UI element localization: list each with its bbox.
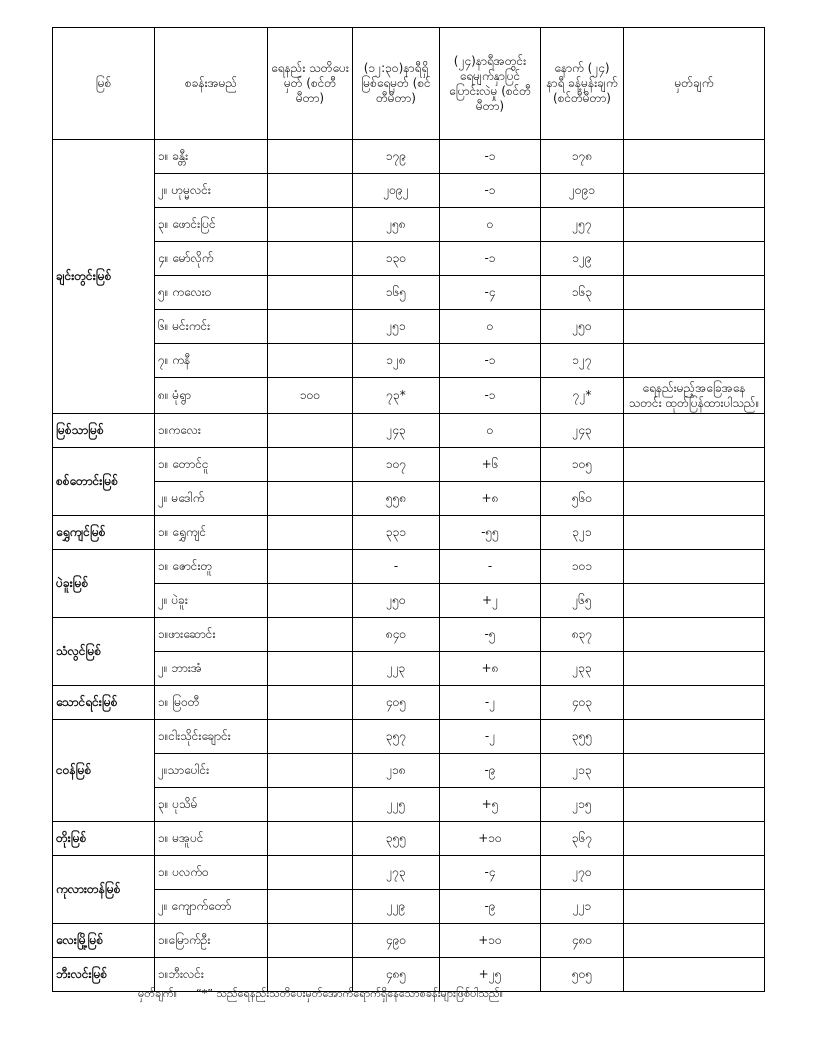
forecast-level: ၃၂၁: [541, 516, 624, 550]
header-station: စခန်းအမည်: [155, 28, 268, 140]
danger-level: [268, 448, 353, 482]
river-name: သံလွင်မြစ်: [53, 618, 155, 686]
current-level: ၂၂၃: [353, 652, 440, 686]
table-row: [53, 550, 765, 584]
current-level: ၅၅၈: [353, 482, 440, 516]
level-change: -၄: [440, 276, 541, 310]
level-change: +၅: [440, 788, 541, 822]
table-row: [53, 310, 765, 344]
station-name: ၂။ ပဲခူး: [155, 584, 268, 618]
station-name: ၂။ မဒေါက်: [155, 482, 268, 516]
current-level: -: [353, 550, 440, 584]
level-change: +၈: [440, 482, 541, 516]
danger-level: [268, 344, 353, 378]
danger-level: [268, 516, 353, 550]
river-name: စစ်တောင်းမြစ်: [53, 448, 155, 516]
danger-level: [268, 890, 353, 924]
remark: [624, 208, 765, 242]
level-change: +၁၀: [440, 924, 541, 958]
remark: [624, 242, 765, 276]
current-level: ၂၁၈: [353, 754, 440, 788]
current-level: ၃၅၇: [353, 720, 440, 754]
current-level: ၂၅၁: [353, 310, 440, 344]
station-name: ၁။ မြဝတီ: [155, 686, 268, 720]
table-row: [53, 414, 765, 448]
level-change: +၂၅: [440, 958, 541, 992]
danger-level: [268, 686, 353, 720]
footnote: [138, 987, 503, 1003]
danger-level: [268, 652, 353, 686]
danger-level: [268, 208, 353, 242]
table-row: [53, 242, 765, 276]
remark: [624, 686, 765, 720]
danger-level: [268, 242, 353, 276]
level-change: -၁: [440, 140, 541, 174]
table-row: [53, 140, 765, 174]
forecast-level: ၅၀၅: [541, 958, 624, 992]
header-change-24h: (၂၄)နာရီအတွင်း ရေမျက်နှာပြင် ပြောင်းလဲမှု (စင်တီမီတာ): [440, 28, 541, 140]
remark: [624, 482, 765, 516]
table-row: [53, 208, 765, 242]
danger-level: [268, 788, 353, 822]
table-row: [53, 924, 765, 958]
forecast-level: ၄၈၀: [541, 924, 624, 958]
current-level: ၃၅၅: [353, 822, 440, 856]
remark: ရေနည်းမည့်အခြေအနေသတင်း ထုတ်ပြန်ထားပါသည်။: [624, 378, 765, 414]
level-change: -၉: [440, 890, 541, 924]
remark: [624, 652, 765, 686]
table-row: [53, 448, 765, 482]
forecast-level: ၂၃၃: [541, 652, 624, 686]
danger-level: [268, 276, 353, 310]
current-level: ၈၄၀: [353, 618, 440, 652]
header-danger-level: ရေနည်း သတိပေးမှတ် (စင်တီမီတာ): [268, 28, 353, 140]
danger-level: [268, 618, 353, 652]
footnote-label: မှတ်ချက်။: [138, 987, 178, 1000]
table-row: [53, 344, 765, 378]
current-level: ၂၀၉၂: [353, 174, 440, 208]
remark: [624, 550, 765, 584]
forecast-level: ၂၇၀: [541, 856, 624, 890]
forecast-level: ၇၂*: [541, 378, 624, 414]
table-row: [53, 890, 765, 924]
station-name: ၁။ဖားဆောင်း: [155, 618, 268, 652]
level-change: +၆: [440, 448, 541, 482]
current-level: ၂၅၈: [353, 208, 440, 242]
level-change: ၀: [440, 414, 541, 448]
station-name: ၁။ကလေး: [155, 414, 268, 448]
forecast-level: ၂၅၀: [541, 310, 624, 344]
remark: [624, 276, 765, 310]
header-remarks: မှတ်ချက်: [624, 28, 765, 140]
remark: [624, 174, 765, 208]
forecast-level: ၃၆၇: [541, 822, 624, 856]
table-row: [53, 856, 765, 890]
header-river: မြစ်: [53, 28, 155, 140]
current-level: ၁၆၅: [353, 276, 440, 310]
river-level-table: [52, 27, 765, 992]
current-level: ၂၅၀: [353, 584, 440, 618]
current-level: ၄၈၅: [353, 958, 440, 992]
river-name: တိုးမြစ်: [53, 822, 155, 856]
current-level: ၁၇၉: [353, 140, 440, 174]
danger-level: ၁၀၀: [268, 378, 353, 414]
current-level: ၁၃၀: [353, 242, 440, 276]
table-row: [53, 584, 765, 618]
forecast-level: ၈၃၇: [541, 618, 624, 652]
level-change: -၂: [440, 686, 541, 720]
remark: [624, 414, 765, 448]
forecast-level: ၁၂၇: [541, 344, 624, 378]
table-row: [53, 516, 765, 550]
table-row: [53, 754, 765, 788]
remark: [624, 822, 765, 856]
forecast-level: ၁၆၃: [541, 276, 624, 310]
station-name: ၅။ ကလေးဝ: [155, 276, 268, 310]
level-change: -၁: [440, 344, 541, 378]
remark: [624, 754, 765, 788]
danger-level: [268, 310, 353, 344]
table-row: [53, 174, 765, 208]
forecast-level: ၁၀၅: [541, 448, 624, 482]
level-change: -၁: [440, 174, 541, 208]
river-name: မြစ်သာမြစ်: [53, 414, 155, 448]
forecast-level: ၂၁၃: [541, 754, 624, 788]
remark: [624, 516, 765, 550]
current-level: ၃၃၁: [353, 516, 440, 550]
level-change: +၈: [440, 652, 541, 686]
table-row: [53, 788, 765, 822]
danger-level: [268, 924, 353, 958]
level-change: +၂: [440, 584, 541, 618]
header-row: [53, 28, 765, 140]
station-name: ၁။ငါးသိုင်းချောင်း: [155, 720, 268, 754]
forecast-level: ၁၇၈: [541, 140, 624, 174]
remark: [624, 310, 765, 344]
remark: [624, 344, 765, 378]
river-name: သောင်ရင်းမြစ်: [53, 686, 155, 720]
station-name: ၁။ ပလက်ဝ: [155, 856, 268, 890]
current-level: ၄၀၅: [353, 686, 440, 720]
remark: [624, 618, 765, 652]
table-row: [53, 618, 765, 652]
level-change: -၅၅: [440, 516, 541, 550]
river-name: ဘီးလင်းမြစ်: [53, 958, 155, 992]
danger-level: [268, 550, 353, 584]
remark: [624, 140, 765, 174]
forecast-level: ၄၀၃: [541, 686, 624, 720]
current-level: ၄၉၀: [353, 924, 440, 958]
forecast-level: ၂၂၁: [541, 890, 624, 924]
level-change: -: [440, 550, 541, 584]
station-name: ၇။ ကနီ: [155, 344, 268, 378]
danger-level: [268, 140, 353, 174]
table-row: [53, 720, 765, 754]
river-name: ချင်းတွင်းမြစ်: [53, 140, 155, 414]
table-row: [53, 482, 765, 516]
forecast-level: ၁၀၁: [541, 550, 624, 584]
current-level: ၂၇၃: [353, 856, 440, 890]
remark: [624, 958, 765, 992]
danger-level: [268, 720, 353, 754]
station-name: ၁။ ဇောင်းတူ: [155, 550, 268, 584]
remark: [624, 788, 765, 822]
forecast-level: ၃၅၅: [541, 720, 624, 754]
danger-level: [268, 174, 353, 208]
table-row: [53, 822, 765, 856]
forecast-level: ၂၄၃: [541, 414, 624, 448]
station-name: ၈။ မုံရွာ: [155, 378, 268, 414]
danger-level: [268, 482, 353, 516]
station-name: ၃။ ပုသိမ်: [155, 788, 268, 822]
river-name: လေးမြို့မြစ်: [53, 924, 155, 958]
table-row: [53, 276, 765, 310]
level-change: ၀: [440, 208, 541, 242]
remark: [624, 856, 765, 890]
danger-level: [268, 584, 353, 618]
station-name: ၁။ဘီးလင်း: [155, 958, 268, 992]
remark: [624, 890, 765, 924]
danger-level: [268, 414, 353, 448]
header-current-level: (၁၂:၃၀)နာရီရှိ မြစ်ရေမှတ် (စင်တီမီတာ): [353, 28, 440, 140]
current-level: ၁၂၈: [353, 344, 440, 378]
station-name: ၁။ ရွှေကျင်: [155, 516, 268, 550]
level-change: -၉: [440, 754, 541, 788]
level-change: -၂: [440, 720, 541, 754]
river-name: ငဝန်မြစ်: [53, 720, 155, 822]
level-change: +၁၀: [440, 822, 541, 856]
station-name: ၁။ ခန္တီး: [155, 140, 268, 174]
remark: [624, 924, 765, 958]
level-change: -၁: [440, 378, 541, 414]
danger-level: [268, 856, 353, 890]
remark: [624, 720, 765, 754]
current-level: ၂၄၃: [353, 414, 440, 448]
level-change: -၄: [440, 856, 541, 890]
station-name: ၃။ ဖောင်းပြင်: [155, 208, 268, 242]
station-name: ၁။ မအူပင်: [155, 822, 268, 856]
current-level: ၁၀၇: [353, 448, 440, 482]
station-name: ၆။ မင်းကင်း: [155, 310, 268, 344]
river-name: ပဲခူးမြစ်: [53, 550, 155, 618]
current-level: ၂၂၉: [353, 890, 440, 924]
forecast-level: ၂၀၉၁: [541, 174, 624, 208]
station-name: ၁။ တောင်ငူ: [155, 448, 268, 482]
station-name: ၂။ ဟုမ္မလင်း: [155, 174, 268, 208]
current-level: ၂၂၅: [353, 788, 440, 822]
remark: [624, 584, 765, 618]
table-body: [53, 140, 765, 992]
current-level: ၇၃*: [353, 378, 440, 414]
river-name: ကုလားတန်မြစ်: [53, 856, 155, 924]
level-change: -၁: [440, 242, 541, 276]
level-change: -၅: [440, 618, 541, 652]
forecast-level: ၂၅၇: [541, 208, 624, 242]
station-name: ၄။ မော်လိုက်: [155, 242, 268, 276]
remark: [624, 448, 765, 482]
station-name: ၁။မြောက်ဦး: [155, 924, 268, 958]
forecast-level: ၂၁၅: [541, 788, 624, 822]
station-name: ၂။ ဘားအံ: [155, 652, 268, 686]
forecast-level: ၅၆၀: [541, 482, 624, 516]
station-name: ၂။သာပေါင်း: [155, 754, 268, 788]
table-row: [53, 378, 765, 414]
forecast-level: ၂၆၅: [541, 584, 624, 618]
header-forecast: နောက် (၂၄) နာရီ ခန့်မှန်းချက် (စင်တီမီတာ): [541, 28, 624, 140]
danger-level: [268, 822, 353, 856]
danger-level: [268, 754, 353, 788]
table-row: [53, 652, 765, 686]
footnote-text: “*” သည်ရေနည်းသတိပေးမှတ်အောက်ရောက်ရှိနေသောစခန်းများဖြစ်ပါသည်။: [196, 987, 503, 1000]
level-change: ၀: [440, 310, 541, 344]
table-row: [53, 686, 765, 720]
station-name: ၂။ ကျောက်တော်: [155, 890, 268, 924]
river-name: ရွှေကျင်မြစ်: [53, 516, 155, 550]
forecast-level: ၁၂၉: [541, 242, 624, 276]
